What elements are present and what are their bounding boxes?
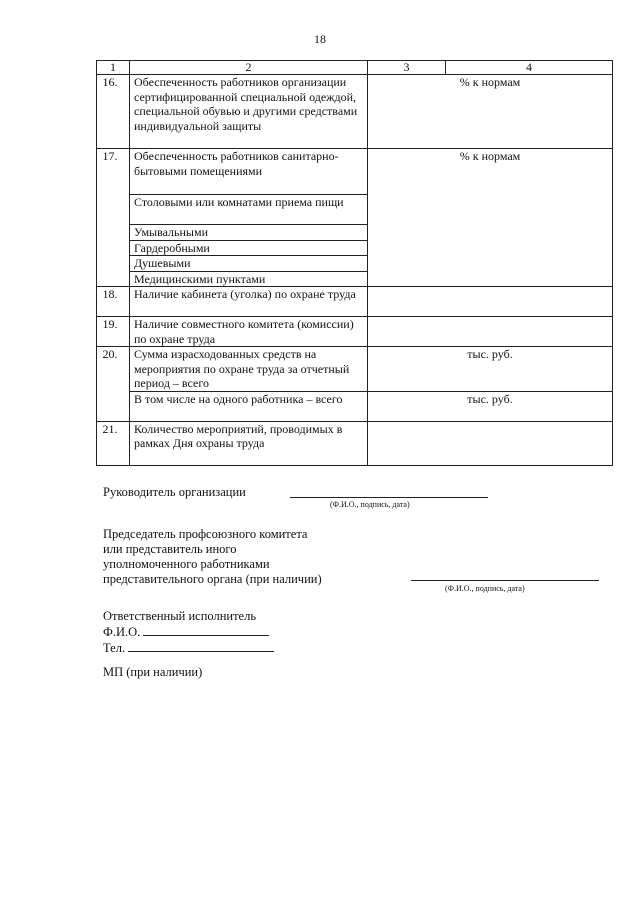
responsible-label: Ответственный исполнитель <box>103 609 257 623</box>
indicator-table <box>96 60 613 466</box>
row-indicator: Обеспеченность работников организации сертифицированной специальной одеждой, специальной обувью и другими средствами индивидуальной защиты <box>130 75 368 149</box>
row-unit: % к нормам <box>368 149 613 287</box>
row-unit <box>368 421 613 465</box>
table-header-row <box>97 61 613 75</box>
row-sub-item: Гардеробными <box>130 240 368 256</box>
row-number: 17. <box>97 149 130 287</box>
chair-label-line: Председатель профсоюзного комитета <box>103 527 308 541</box>
table-row <box>97 421 613 465</box>
tel-label: Тел. <box>103 641 126 655</box>
row-indicator: Сумма израсходованных средств на мероприятия по охране труда за отчетный период – всего <box>130 347 368 392</box>
table-row <box>97 317 613 347</box>
fio-label: Ф.И.О. <box>103 625 141 639</box>
row-number: 19. <box>97 317 130 347</box>
row-indicator: Наличие кабинета (уголка) по охране труда <box>130 287 368 317</box>
row-number: 20. <box>97 347 130 422</box>
row-sub-unit: тыс. руб. <box>368 391 613 421</box>
row-sub-item: Душевыми <box>130 256 368 272</box>
row-indicator: Количество мероприятий, проводимых в рамках Дня охраны труда <box>130 421 368 465</box>
table-row <box>97 75 613 149</box>
column-header: 1 <box>97 61 130 75</box>
row-sub-item: Умывальными <box>130 225 368 241</box>
table-row <box>97 149 613 195</box>
column-header: 4 <box>446 61 613 75</box>
row-indicator: Обеспеченность работников санитарно-бытовыми помещениями <box>130 149 368 195</box>
head-signature-line[interactable] <box>290 497 488 498</box>
row-unit <box>368 287 613 317</box>
fio-field[interactable] <box>143 624 269 636</box>
head-signature-caption: (Ф.И.О., подпись, дата) <box>330 500 410 509</box>
row-indicator: Наличие совместного комитета (комиссии) по охране труда <box>130 317 368 347</box>
chair-label-line: или представитель иного <box>103 542 237 556</box>
head-signature-label: Руководитель организации <box>103 485 246 499</box>
chair-label-line: представительного органа (при наличии) <box>103 572 322 586</box>
row-unit: % к нормам <box>368 75 613 149</box>
table-row <box>97 347 613 392</box>
chair-signature-block <box>103 527 322 587</box>
column-header: 2 <box>130 61 368 75</box>
chair-label-line: уполномоченного работниками <box>103 557 270 571</box>
column-header: 3 <box>368 61 446 75</box>
row-unit <box>368 317 613 347</box>
chair-signature-line[interactable] <box>411 580 599 581</box>
stamp-label: МП (при наличии) <box>103 665 203 679</box>
table-subrow <box>97 391 613 421</box>
tel-field[interactable] <box>128 640 274 652</box>
row-unit: тыс. руб. <box>368 347 613 392</box>
row-number: 21. <box>97 421 130 465</box>
row-sub-item: Медицинскими пунктами <box>130 271 368 287</box>
responsible-block <box>103 609 274 656</box>
row-number: 16. <box>97 75 130 149</box>
row-sub-item: В том числе на одного работника – всего <box>130 391 368 421</box>
chair-signature-caption: (Ф.И.О., подпись, дата) <box>445 584 525 593</box>
row-sub-item: Столовыми или комнатами приема пищи <box>130 195 368 225</box>
page-number: 18 <box>314 32 326 46</box>
row-number: 18. <box>97 287 130 317</box>
table-row <box>97 287 613 317</box>
